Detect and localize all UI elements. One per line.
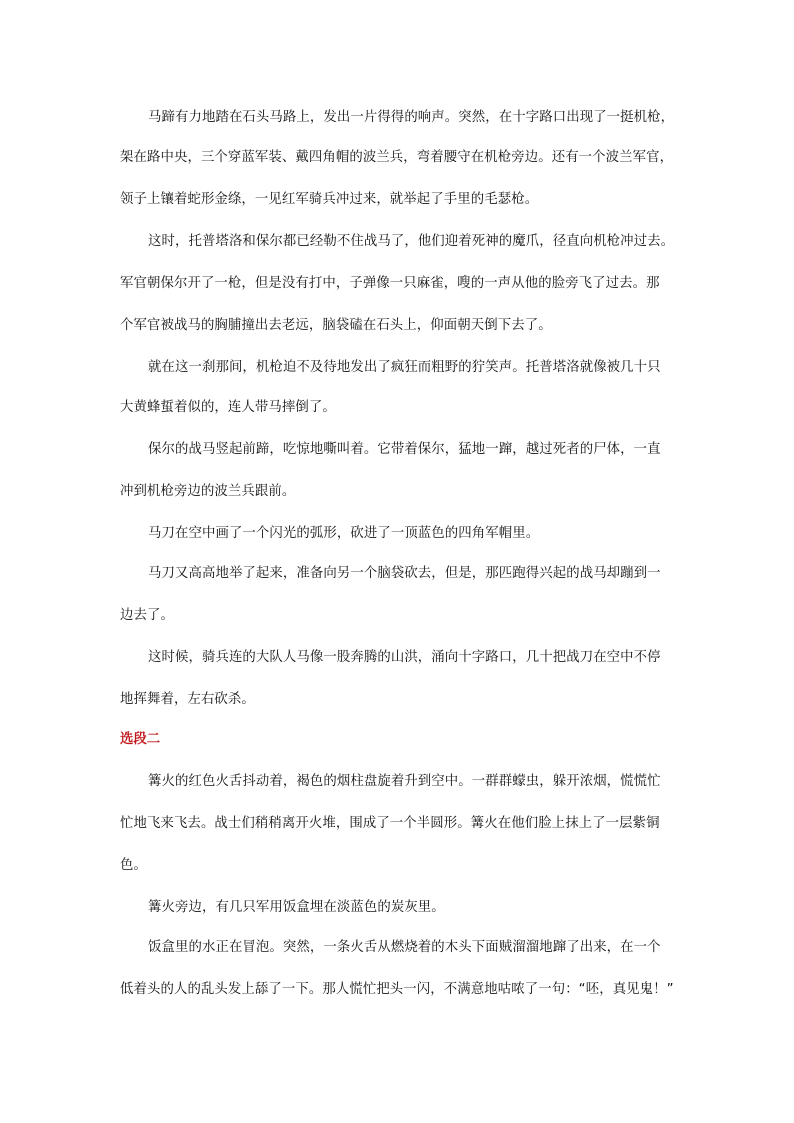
paragraph-line: 个军官被战马的胸脯撞出去老远，脑袋磕在石头上，仰面朝天倒下去了。 <box>120 318 552 333</box>
section-heading: 选段二 <box>120 732 161 747</box>
paragraph-line: 马蹄有力地踏在石头马路上，发出一片得得的响声。突然，在十字路口出现了一挺机枪， <box>148 110 675 125</box>
paragraph-line: 低着头的人的乱头发上舔了一下。那人慌忙把头一闪，不满意地咕哝了一句：“呸，真见鬼！” <box>120 982 674 997</box>
paragraph-line: 马刀又高高地举了起来，准备向另一个脑袋砍去，但是，那匹跑得兴起的战马却蹦到一 <box>148 566 661 581</box>
paragraph-line: 边去了。 <box>120 608 174 623</box>
paragraph-line: 色。 <box>120 858 147 873</box>
paragraph-line: 篝火旁边，有几只军用饭盒埋在淡蓝色的炭灰里。 <box>148 900 445 915</box>
paragraph-line: 饭盒里的水正在冒泡。突然，一条火舌从燃烧着的木头下面贼溜溜地蹿了出来，在一个 <box>148 940 661 955</box>
paragraph-line: 冲到机枪旁边的波兰兵跟前。 <box>120 484 296 499</box>
paragraph-line: 就在这一刹那间，机枪迫不及待地发出了疯狂而粗野的狞笑声。托普塔洛就像被几十只 <box>148 360 661 375</box>
paragraph-line: 这时候，骑兵连的大队人马像一股奔腾的山洪，涌向十字路口，几十把战刀在空中不停 <box>148 650 661 665</box>
paragraph-line: 这时，托普塔洛和保尔都已经勒不住战马了，他们迎着死神的魔爪，径直向机枪冲过去。 <box>148 234 675 249</box>
paragraph-line: 篝火的红色火舌抖动着，褐色的烟柱盘旋着升到空中。一群群蠓虫，躲开浓烟，慌慌忙 <box>148 774 661 789</box>
paragraph-line: 领子上镶着蛇形金绦，一见红军骑兵冲过来，就举起了手里的毛瑟枪。 <box>120 192 539 207</box>
paragraph-line: 军官朝保尔开了一枪，但是没有打中，子弹像一只麻雀，嗖的一声从他的脸旁飞了过去。那 <box>120 276 660 291</box>
paragraph-line: 保尔的战马竖起前蹄，吃惊地嘶叫着。它带着保尔，猛地一蹿，越过死者的尸体，一直 <box>148 442 661 457</box>
paragraph-line: 马刀在空中画了一个闪光的弧形，砍进了一顶蓝色的四角军帽里。 <box>148 526 540 541</box>
paragraph-line: 忙地飞来飞去。战士们稍稍离开火堆，围成了一个半圆形。篝火在他们脸上抹上了一层紫铜 <box>120 816 660 831</box>
paragraph-line: 地挥舞着，左右砍杀。 <box>120 692 255 707</box>
paragraph-line: 大黄蜂蜇着似的，连人带马摔倒了。 <box>120 400 336 415</box>
paragraph-line: 架在路中央，三个穿蓝军装、戴四角帽的波兰兵，弯着腰守在机枪旁边。还有一个波兰军官， <box>120 150 674 165</box>
